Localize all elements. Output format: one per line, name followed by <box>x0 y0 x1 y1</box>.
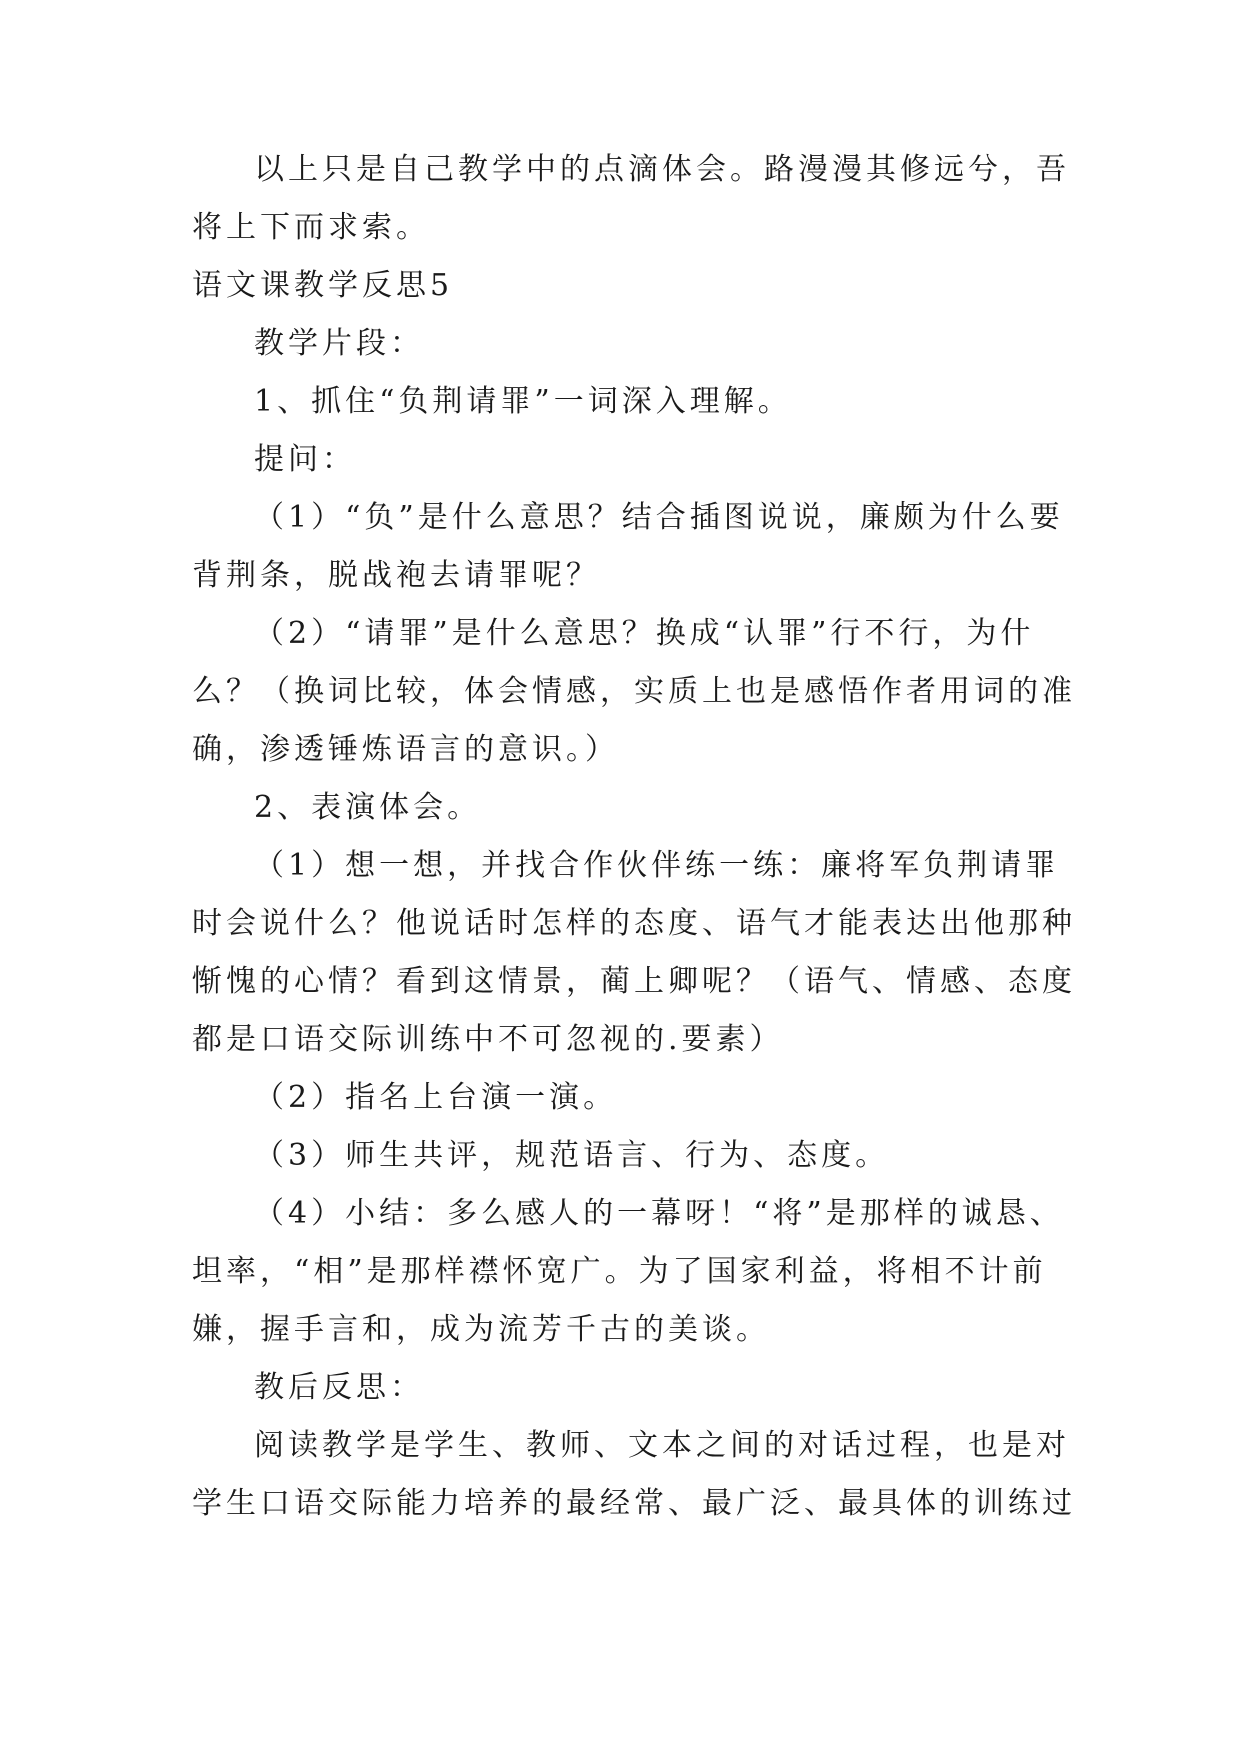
text-line: （1）“负”是什么意思？结合插图说说，廉颇为什么要 <box>254 500 1064 535</box>
text-line: 1、抓住“负荆请罪”一词深入理解。 <box>254 384 792 419</box>
text-line: 教后反思： <box>254 1370 424 1405</box>
text-line: （2）指名上台演一演。 <box>254 1080 618 1115</box>
text-line: （2）“请罪”是什么意思？换成“认罪”行不行，为什 <box>254 616 1035 651</box>
text-line: 坦率，“相”是那样襟怀宽广。为了国家利益，将相不计前 <box>192 1254 1047 1289</box>
text-line: 都是口语交际训练中不可忽视的.要素） <box>192 1022 784 1057</box>
text-line: （1）想一想，并找合作伙伴练一练：廉将军负荆请罪 <box>254 848 1060 883</box>
text-line: 学生口语交际能力培养的最经常、最广泛、最具体的训练过 <box>192 1486 1076 1521</box>
text-line: 2、表演体会。 <box>254 790 482 825</box>
text-line: 教学片段： <box>254 326 424 361</box>
text-line: 背荆条，脱战袍去请罪呢？ <box>192 558 600 593</box>
text-line: 以上只是自己教学中的点滴体会。路漫漫其修远兮，吾 <box>254 152 1070 187</box>
text-line: 嫌，握手言和，成为流芳千古的美谈。 <box>192 1312 770 1347</box>
text-line: 将上下而求索。 <box>192 210 430 245</box>
text-line: 时会说什么？他说话时怎样的态度、语气才能表达出他那种 <box>192 906 1076 941</box>
text-line: 确，渗透锤炼语言的意识。） <box>192 732 619 767</box>
text-line: （3）师生共评，规范语言、行为、态度。 <box>254 1138 890 1173</box>
section-heading: 语文课教学反思5 <box>192 268 454 303</box>
text-line: 阅读教学是学生、教师、文本之间的对话过程，也是对 <box>254 1428 1070 1463</box>
text-line: 提问： <box>254 442 356 477</box>
text-line: （4）小结：多么感人的一幕呀！“将”是那样的诚恳、 <box>254 1196 1064 1231</box>
text-line: 惭愧的心情？看到这情景，蔺上卿呢？（语气、情感、态度 <box>192 964 1076 999</box>
text-line: 么？（换词比较，体会情感，实质上也是感悟作者用词的准 <box>192 674 1076 709</box>
